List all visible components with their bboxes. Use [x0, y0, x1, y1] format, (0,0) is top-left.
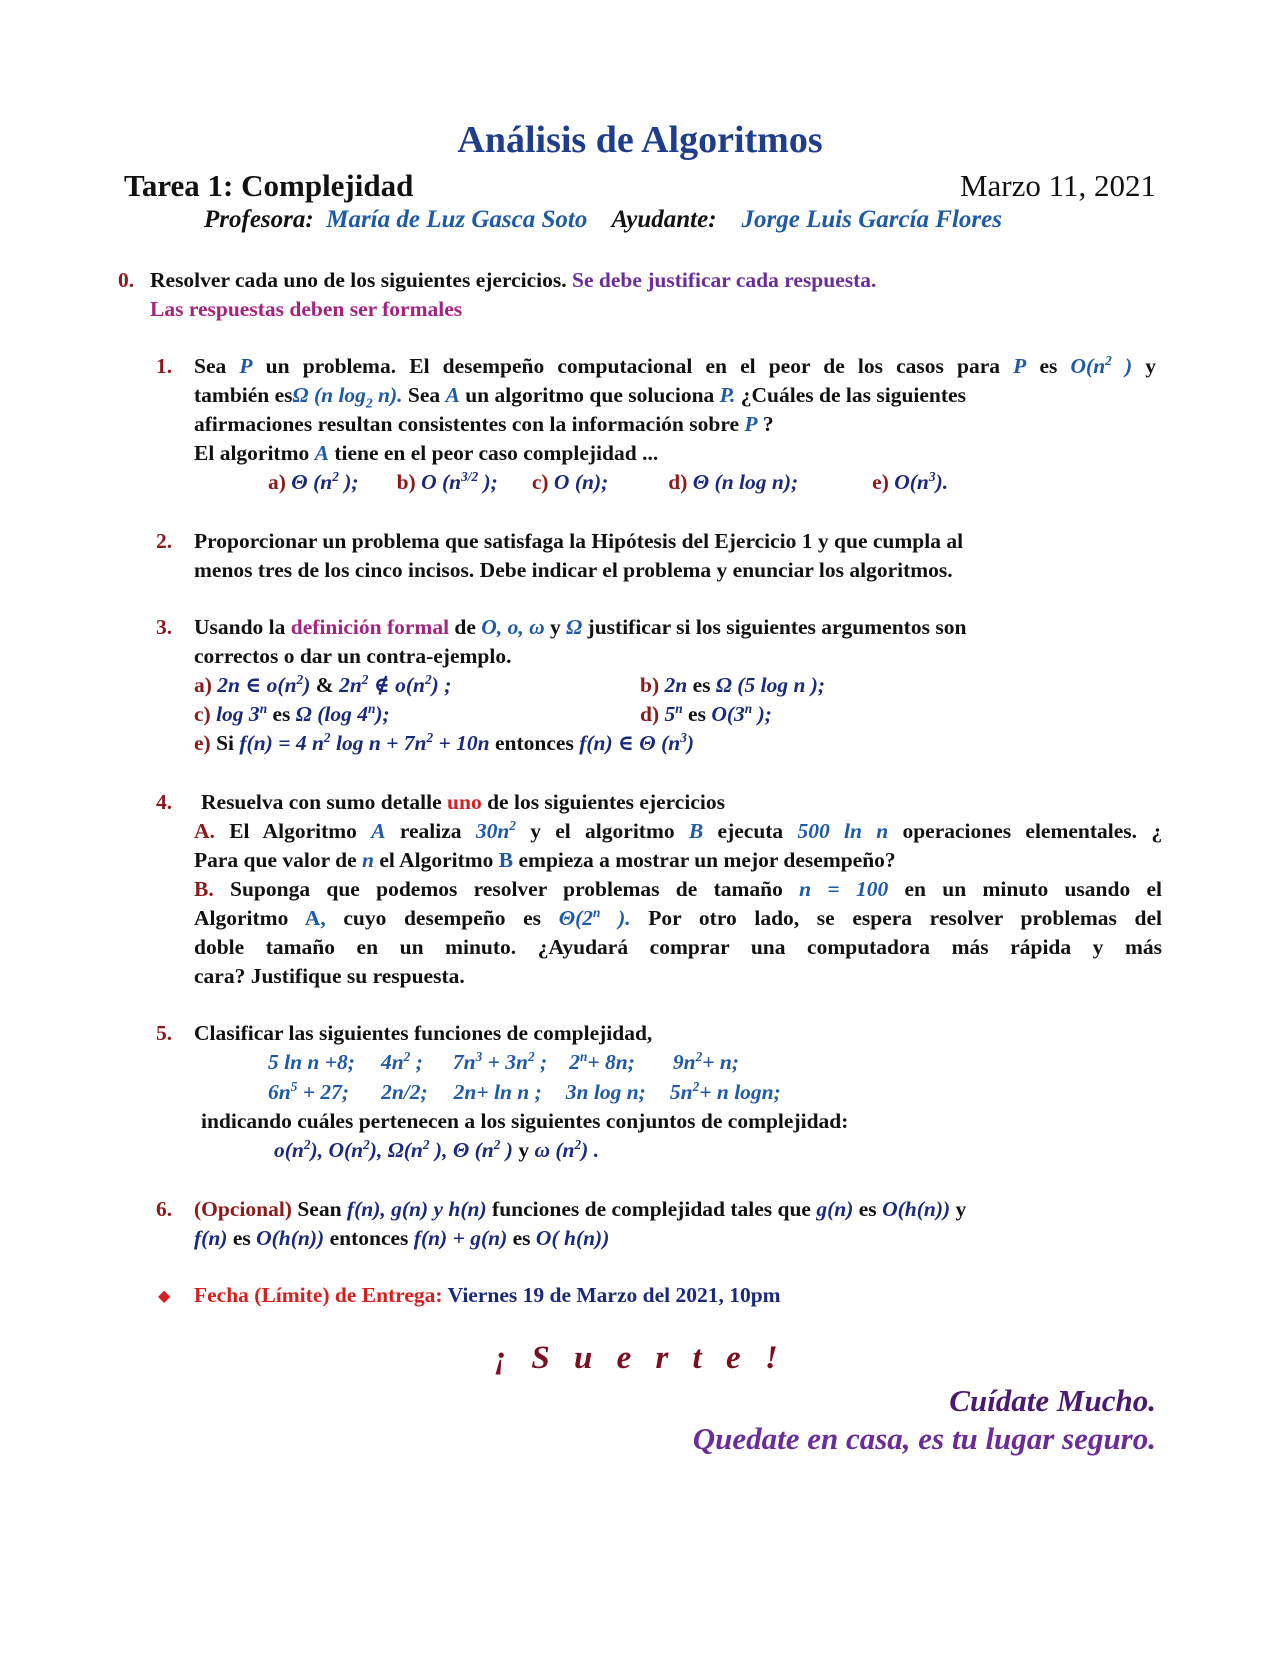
- professor-label: Profesora:: [204, 206, 314, 233]
- q3-item-c: c) log 3$^n$ es Ω (log 4$^n$);: [194, 700, 390, 726]
- q3-line1: Usando la definición formal de O, o, ω y Ω justificar si los siguientes argumentos son: [194, 615, 967, 639]
- q1-line4: El algoritmo A tiene en el peor caso complejidad ...: [194, 441, 659, 465]
- q6-number: 6.: [156, 1197, 173, 1221]
- q4-A-line2: Para que valor de n el Algoritmo B empieza a mostrar un mejor desempeño?: [194, 848, 896, 872]
- q6-line2: f(n) es O(h(n)) entonces f(n) + g(n) es O( h(n)): [194, 1226, 610, 1250]
- q1-line1: Sea P un problema. El desempeño computacional en el peor de los casos para P es $O(n^2$ ) y: [194, 352, 1157, 378]
- intro-line: Resolver cada uno de los siguientes ejercicios. Se debe justificar cada respuesta.: [150, 268, 877, 292]
- q4-number: 4.: [156, 790, 173, 814]
- q3-line2: correctos o dar un contra-ejemplo.: [194, 644, 512, 668]
- q1-line3: afirmaciones resultan consistentes con la información sobre P ?: [194, 412, 774, 436]
- q6-line1: (Opcional) Sean f(n), g(n) y h(n) funciones de complejidad tales que g(n) es O(h(n)) y: [194, 1197, 967, 1221]
- assistant-name: Jorge Luis García Flores: [741, 206, 1002, 233]
- take-care: Cuídate Mucho.: [949, 1383, 1156, 1418]
- good-luck: ¡ S u e r t e !: [494, 1340, 786, 1376]
- q3-item-e: e) Si f(n) = 4 $n^2$ $\log n + 7n^2 + 10n$ entonces f(n) ∈ Θ $(n^3)$: [194, 729, 695, 755]
- q2-line1: Proporcionar un problema que satisfaga la Hipótesis del Ejercicio 1 y que cumpla al: [194, 529, 964, 553]
- q4-B-line4: cara? Justifique su respuesta.: [194, 964, 465, 988]
- q4-B-line3: doble tamaño en un minuto. ¿Ayudará comprar una computadora más rápida y más: [194, 935, 1162, 959]
- deadline-value: Viernes 19 de Marzo del 2021, 10pm: [447, 1283, 781, 1307]
- stay-home: Quedate en casa, es tu lugar seguro.: [692, 1421, 1156, 1456]
- q3-number: 3.: [156, 615, 173, 639]
- q2-number: 2.: [156, 529, 173, 553]
- q5-line2: indicando cuáles pertenecen a los siguientes conjuntos de complejidad:: [201, 1109, 849, 1133]
- q3-item-d: d) 5$^n$ es O(3$^n$ );: [640, 700, 772, 726]
- q5-sets: $o(n^2)$, $O(n^2)$, $\Omega(n^2$ ), Θ ($n^2$ ) y ω $(n^2)$ .: [274, 1136, 600, 1162]
- q1-number: 1.: [156, 354, 173, 378]
- q5-functions-2: $6n^5 + 27$; 2n/2; 2n+ ln n ; 3n log n; $5n^2+ n$ logn;: [268, 1078, 781, 1104]
- diamond-bullet-icon: ◆: [158, 1288, 171, 1305]
- q1-line2: también esΩ (n $\log_2 n$). Sea A un algoritmo que soluciona P. ¿Cuáles de las siguientes: [194, 383, 966, 411]
- homework-title: Tarea 1: Complejidad: [124, 168, 414, 203]
- q4-B-line2: Algoritmo A, cuyo desempeño es Θ(2$^n$ ). Por otro lado, se espera resolver problemas del: [194, 904, 1163, 930]
- q1-options: a) Θ ($n^2$ ); b) O ($n^{3/2}$ ); c) O (n); d) Θ (n log n); e) $O(n^3)$.: [268, 468, 949, 494]
- q2-line2: menos tres de los cinco incisos. Debe indicar el problema y enunciar los algoritmos.: [194, 558, 953, 582]
- q3-item-b: b) 2n es Ω (5 log n );: [640, 673, 826, 697]
- deadline-line: [194, 1283, 781, 1308]
- q4-A-line1: A. El Algoritmo A realiza $30n^2$ y el algoritmo B ejecuta 500 ln n operaciones elementales. ¿: [194, 817, 1163, 843]
- q5-functions-1: 5 ln n +8; $4n^2$ ; $7n^3 + 3n^2$ ; $2^n+ 8n$; $9n^2+ n$;: [268, 1048, 740, 1074]
- homework-date: Marzo 11, 2021: [959, 168, 1156, 203]
- professor-name: María de Luz Gasca Soto: [326, 206, 588, 233]
- deadline-label: Fecha (Límite) de Entrega:: [194, 1283, 443, 1307]
- q3-item-a: a) 2n ∈ $o(n^2)$ & $2n^2$ ∉ $o(n^2)$ ;: [194, 671, 452, 697]
- q4-B-line1: B. Suponga que podemos resolver problemas de tamaño n = 100 en un minuto usando el: [194, 877, 1163, 901]
- q4-line1: Resuelva con sumo detalle uno de los siguientes ejercicios: [201, 790, 725, 814]
- intro-formal: Las respuestas deben ser formales: [150, 297, 463, 321]
- intro-number: 0.: [118, 268, 135, 292]
- q5-line1: Clasificar las siguientes funciones de complejidad,: [194, 1021, 653, 1045]
- staff-line: [204, 206, 1002, 234]
- intro-justify: Se debe justificar cada respuesta.: [572, 268, 877, 292]
- q5-number: 5.: [156, 1021, 173, 1045]
- document-title: Análisis de Algoritmos: [457, 119, 823, 161]
- assistant-label: Ayudante:: [611, 206, 717, 233]
